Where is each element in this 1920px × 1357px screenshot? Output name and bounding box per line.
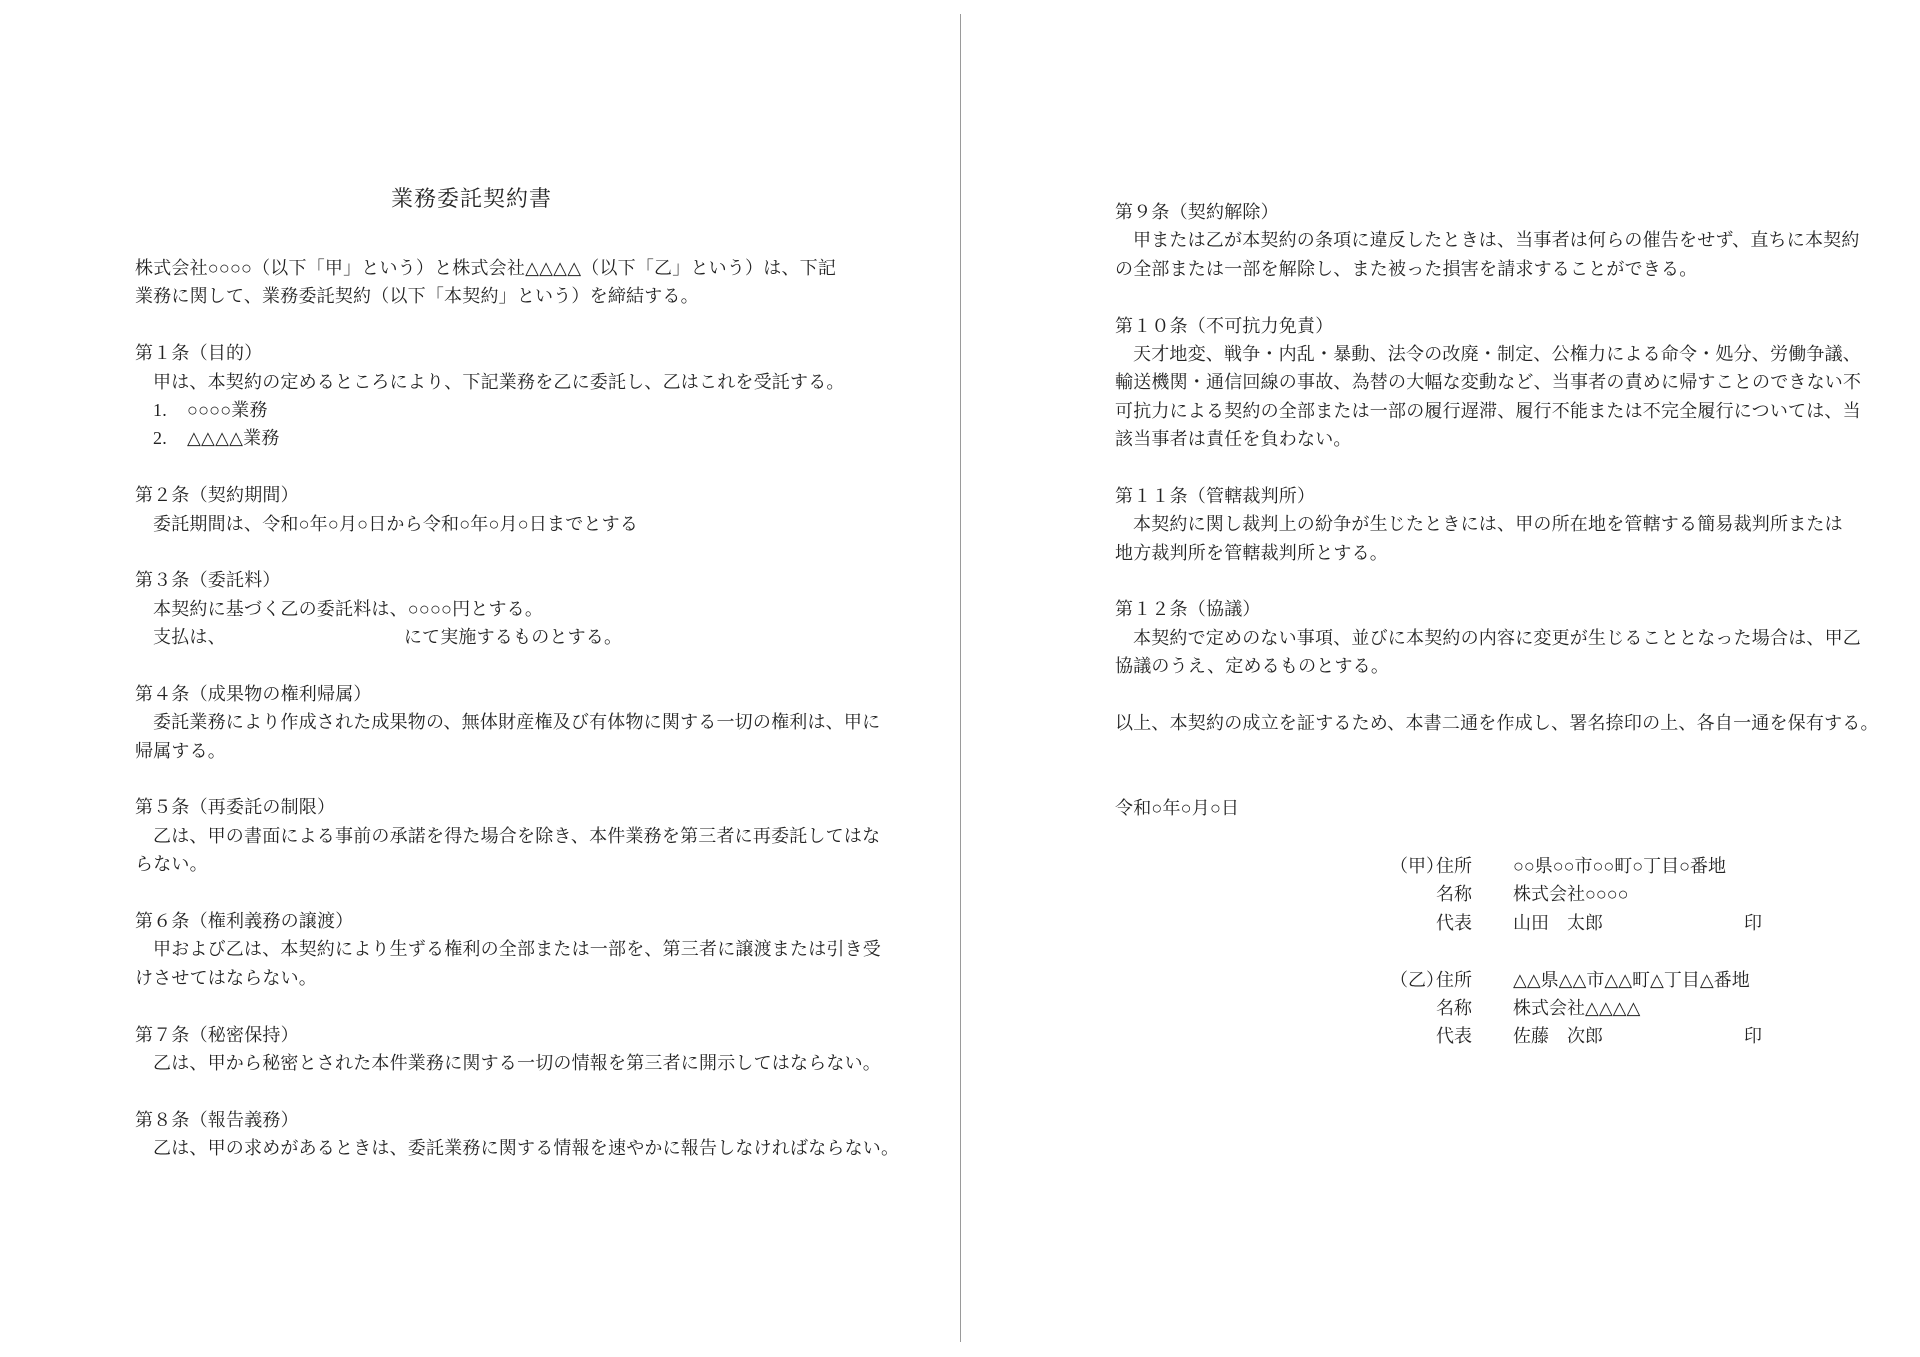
signature-row (1390, 909, 1770, 937)
article-text-line: 輸送機関・通信回線の事故、為替の大幅な変動など、当事者の責めに帰すことのできない不 (1115, 372, 1862, 393)
article (135, 481, 815, 538)
payment-prefix: 支払は、 (153, 627, 226, 648)
spacer (135, 1077, 815, 1105)
spacer (1115, 454, 1795, 482)
payment-suffix: にて実施するものとする。 (403, 627, 623, 648)
spacer (1115, 283, 1795, 311)
list-number: 2. (153, 428, 167, 449)
article-text-line: 乙は、甲から秘密とされた本件業務に関する一切の情報を第三者に開示してはならない。 (153, 1052, 881, 1073)
left-page-body (135, 254, 900, 1163)
article-text-line: 委託期間は、令和○年○月○日から令和○年○月○日までとする (153, 513, 639, 534)
list-text: ○○○○業務 (187, 399, 268, 420)
list-item (135, 396, 815, 424)
spacer (135, 879, 815, 907)
article (135, 793, 881, 878)
spacer (135, 651, 815, 679)
signature-row (1390, 852, 1770, 880)
page-divider (960, 14, 961, 1342)
article (1115, 312, 1862, 454)
spacer (1115, 567, 1795, 595)
article (1115, 595, 1861, 680)
spacer (1115, 737, 1795, 794)
signature-row (1390, 966, 1770, 994)
intro-line: 株式会社○○○○（以下「甲」という）と株式会社△△△△（以下「乙」という）は、下記 (135, 258, 837, 278)
field-label: 名称 (1436, 997, 1472, 1018)
spacer (135, 538, 815, 566)
article-text-line: 該当事者は責任を負わない。 (1115, 429, 1352, 450)
field-value: △△県△△市△△町△丁目△番地 (1513, 969, 1750, 990)
article-text-line: 地方裁判所を管轄裁判所とする。 (1115, 542, 1388, 563)
article-heading: 第８条（報告義務） (135, 1109, 299, 1130)
document-title: 業務委託契約書 (390, 186, 552, 211)
field-value: 株式会社○○○○ (1513, 884, 1629, 905)
field-value: 株式会社△△△△ (1513, 997, 1641, 1018)
article-text-line: 甲は、本契約の定めるところにより、下記業務を乙に委託し、乙はこれを受託する。 (153, 371, 845, 392)
list-number: 1. (153, 399, 167, 420)
article-text-line: 乙は、甲の求めがあるときは、委託業務に関する情報を速やかに報告しなければならない。 (153, 1138, 900, 1159)
article-heading: 第１２条（協議） (1115, 599, 1261, 620)
party-label: （甲） (1390, 856, 1444, 876)
field-label: 代表 (1436, 912, 1472, 933)
article-text-line: 天才地変、戦争・内乱・暴動、法令の改廃・制定、公権力による命令・処分、労働争議、 (1133, 343, 1861, 364)
article (135, 680, 881, 765)
article (1115, 198, 1860, 283)
article-heading: 第１１条（管轄裁判所） (1115, 485, 1316, 506)
article (135, 339, 845, 453)
article (135, 1106, 900, 1163)
article-text-line: 委託業務により作成された成果物の、無体財産権及び有体物に関する一切の権利は、甲に (153, 712, 881, 733)
article-text-line: けさせてはならない。 (135, 967, 317, 988)
spacer (135, 311, 815, 339)
signature-row (1390, 994, 1770, 1022)
article-text-line: 甲および乙は、本契約により生ずる権利の全部または一部を、第三者に譲渡または引き受 (153, 939, 881, 960)
field-value: 山田 太郎 (1513, 912, 1603, 933)
article-text-line: 可抗力による契約の全部または一部の履行遅滞、履行不能または不完全履行については、当 (1115, 400, 1861, 421)
article (135, 907, 881, 992)
signature-block (1390, 852, 1770, 1051)
field-label: 代表 (1436, 1026, 1472, 1047)
contract-date: 令和○年○月○日 (1115, 798, 1240, 819)
article-heading: 第３条（委託料） (135, 570, 281, 591)
spacer (135, 992, 815, 1020)
intro-line: 業務に関して、業務委託契約（以下「本契約」という）を締結する。 (135, 286, 699, 307)
article-text-line: 本契約で定めのない事項、並びに本契約の内容に変更が生じることとなった場合は、甲乙 (1133, 627, 1861, 648)
seal-mark: 印 (1744, 1026, 1762, 1047)
article-heading: 第１条（目的） (135, 343, 263, 364)
list-item (135, 424, 815, 452)
article-text-line: の全部または一部を解除し、また被った損害を請求することができる。 (1115, 258, 1698, 279)
article-text-line: 乙は、甲の書面による事前の承諾を得た場合を除き、本件業務を第三者に再委託してはな (153, 825, 881, 846)
payment-line (135, 623, 815, 651)
article (135, 566, 815, 651)
field-label: 住所 (1436, 856, 1472, 876)
spacer (1115, 681, 1795, 709)
list-text: △△△△業務 (187, 428, 280, 449)
article (135, 1021, 881, 1078)
article-heading: 第９条（契約解除） (1115, 202, 1279, 222)
article-heading: 第１０条（不可抗力免責） (1115, 315, 1334, 336)
seal-mark: 印 (1744, 912, 1762, 933)
spacer (135, 453, 815, 481)
article-text-line: 帰属する。 (135, 740, 226, 761)
field-label: 住所 (1436, 969, 1472, 990)
article-heading: 第６条（権利義務の譲渡） (135, 910, 354, 931)
article-text-line: 協議のうえ、定めるものとする。 (1115, 656, 1390, 677)
article-heading: 第２条（契約期間） (135, 485, 299, 506)
signature-row (1390, 1022, 1770, 1050)
signature-row (1390, 880, 1770, 908)
article (1115, 482, 1843, 567)
article-heading: 第５条（再委託の制限） (135, 797, 336, 818)
article-heading: 第４条（成果物の権利帰属） (135, 683, 372, 704)
article-text-line: らない。 (135, 854, 208, 875)
field-value: ○○県○○市○○町○丁目○番地 (1513, 856, 1726, 876)
article-text-line: 本契約に関し裁判上の紛争が生じたときには、甲の所在地を管轄する簡易裁判所または (1133, 514, 1843, 535)
article-text-line: 本契約に基づく乙の委託料は、○○○○円とする。 (153, 598, 544, 619)
field-value: 佐藤 次郎 (1513, 1026, 1603, 1047)
party-label: （乙） (1390, 969, 1444, 990)
spacer (135, 765, 815, 793)
closing-statement: 以上、本契約の成立を証するため、本書二通を作成し、署名捺印の上、各自一通を保有する。 (1115, 713, 1879, 734)
article-text-line: 甲または乙が本契約の条項に違反したときは、当事者は何らの催告をせず、直ちに本契約 (1133, 230, 1860, 251)
article-heading: 第７条（秘密保持） (135, 1024, 299, 1045)
spacer (1390, 937, 1770, 965)
field-label: 名称 (1436, 884, 1472, 905)
right-page-body (1115, 198, 1879, 823)
